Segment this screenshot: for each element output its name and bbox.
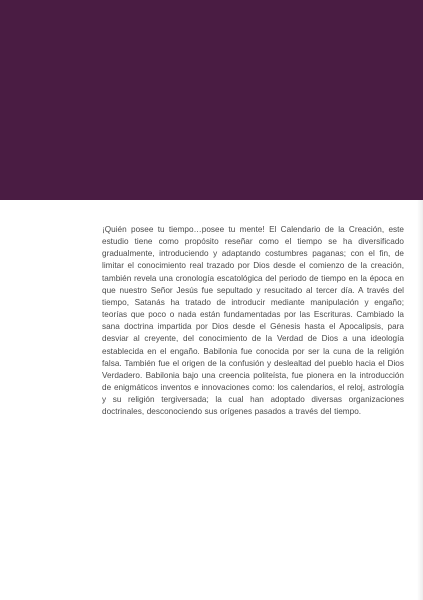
back-cover-blurb: ¡Quién posee tu tiempo…posee tu mente! El Calendario de la Creación, este estudio tiene como propósito reseñar como el tiempo se ha diversificado gradualmente, introduciendo y adaptando costumbres paganas; con el fin, de limitar el conocimiento real trazado por Dios desde el comienzo de la creación, también revela una cronología escatológica del periodo de tiempo en la época en que nuestro Señor Jesús fue sepultado y resucitado al tercer día. A través del tiempo, Satanás ha tratado de introducir mediante manipulación y engaño; teorías que poco o nada están fundamentadas por las Escrituras. Cambiado la sana doctrina impartida por Dios desde el Génesis hasta el Apocalipsis, para desviar al creyente, del conocimiento de la Verdad de Dios a una ideología establecida en el engaño. Babilonia fue conocida por ser la cuna de la religión falsa. También fue el origen de la confusión y deslealtad del pueblo hacia el Dios Verdadero. Babilonia bajo una creencia politeísta, fue pionera en la introducción de enigmáticos inventos e innovaciones como: los calendarios, el reloj, astrología y su religión tergiversada; la cual han adoptado diversas organizaciones doctrinales, desconociendo sus orígenes pasados a través del tiempo. — [102, 225, 404, 417]
page-edge-shadow — [417, 200, 423, 600]
cover-color-band — [0, 0, 423, 200]
